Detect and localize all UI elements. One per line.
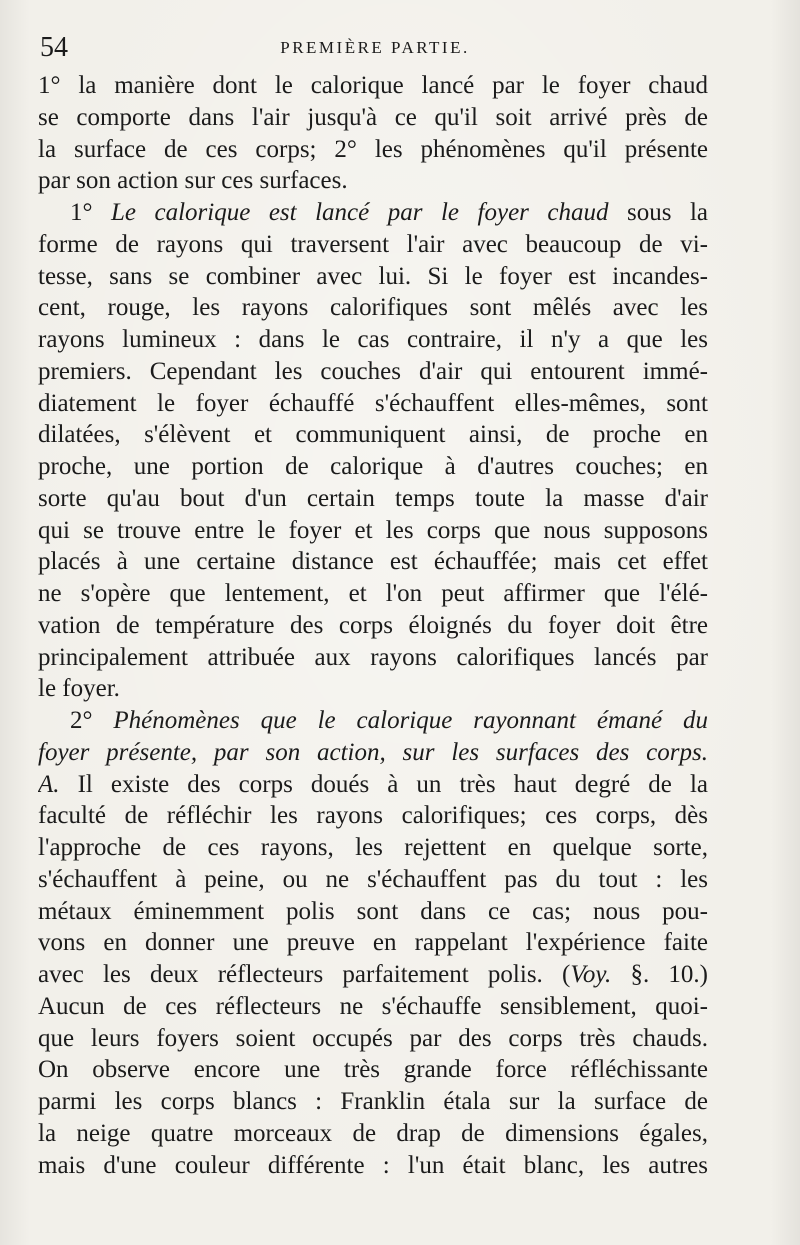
text-line (38, 292, 708, 324)
text-segment: forme de rayons qui traversent l'air avec beaucoup de vi- (38, 230, 708, 258)
text-line (38, 927, 708, 959)
text-line (38, 102, 708, 134)
text-segment: s'échauffent à peine, ou ne s'échauffent pas du tout : les (38, 865, 708, 893)
text-segment: parmi les corps blancs : Franklin étala sur la surface de (38, 1088, 708, 1115)
italic-text: Phénomènes que le calorique rayonnant émané du (113, 707, 708, 734)
text-segment: 2° (70, 707, 114, 734)
text-line (38, 737, 708, 769)
text-segment: §. 10.) (611, 961, 708, 988)
text-segment: rayons lumineux : dans le cas contraire, il n'y a que les (38, 326, 708, 353)
text-segment: cent, rouge, les rayons calorifiques sont mêlés avec les (38, 294, 708, 322)
text-line (38, 134, 708, 166)
text-line (38, 578, 708, 610)
text-segment: qui se trouve entre le foyer et les corps que nous supposons (38, 516, 708, 544)
text-segment: Il existe des corps doués à un très haut degré de la (59, 770, 708, 798)
body-text (38, 70, 708, 1181)
text-segment: faculté de réfléchir les rayons calorifiques; ces corps, dès (38, 802, 708, 830)
text-segment: la surface de ces corps; 2° les phénomènes qu'il présente (38, 135, 708, 163)
text-line (38, 959, 708, 991)
text-line (38, 165, 708, 197)
text-segment: tesse, sans se combiner avec lui. Si le foyer est incandes- (38, 262, 708, 290)
text-segment: la neige quatre morceaux de drap de dimensions égales, (38, 1119, 708, 1147)
text-line (38, 1086, 708, 1118)
text-segment: On observe encore une très grande force réfléchissante (38, 1056, 708, 1084)
text-line (38, 70, 708, 102)
text-line (38, 546, 708, 578)
text-segment: proche, une portion de calorique à d'autres couches; en (38, 453, 708, 480)
text-line (38, 229, 708, 261)
running-head (40, 30, 710, 66)
text-line (38, 419, 708, 451)
text-segment: diatement le foyer échauffé s'échauffent elles-mêmes, sont (38, 389, 708, 417)
text-line (38, 642, 708, 674)
text-line (38, 1054, 708, 1086)
text-segment: sous la (608, 199, 708, 226)
italic-text: A. (38, 770, 60, 798)
text-segment: dilatées, s'élèvent et communiquent ainsi, de proche en (38, 421, 708, 449)
text-segment: vation de température des corps éloignés du foyer doit être (38, 611, 708, 639)
text-line (38, 832, 708, 864)
text-segment: par son action sur ces surfaces. (38, 167, 348, 195)
text-line (38, 451, 708, 483)
text-line (38, 864, 708, 896)
text-line (38, 1150, 708, 1182)
italic-text: Voy. (570, 961, 612, 988)
text-segment: le foyer. (38, 675, 120, 703)
text-segment: 1° la manière dont le calorique lancé par le foyer chaud (38, 72, 708, 99)
text-line (38, 388, 708, 420)
text-segment: métaux éminemment polis sont dans ce cas; nous pou- (38, 897, 708, 925)
text-line (38, 324, 708, 356)
text-segment: se comporte dans l'air jusqu'à ce qu'il soit arrivé près de (38, 103, 708, 131)
running-head-title: PREMIÈRE PARTIE. (280, 38, 470, 57)
text-segment: principalement attribuée aux rayons calorifiques lancés par (38, 643, 708, 671)
text-line (38, 1023, 708, 1055)
text-line (38, 705, 708, 737)
text-segment: mais d'une couleur différente : l'un était blanc, les autres (38, 1151, 708, 1179)
text-line (38, 261, 708, 293)
text-line (38, 896, 708, 928)
text-line (38, 610, 708, 642)
text-line (38, 769, 708, 801)
text-segment: sorte qu'au bout d'un certain temps toute la masse d'air (38, 484, 708, 512)
text-segment: 1° (70, 199, 112, 226)
text-line (38, 515, 708, 547)
text-line (38, 483, 708, 515)
text-segment: Aucun de ces réflecteurs ne s'échauffe sensiblement, quoi- (38, 992, 708, 1020)
page-number: 54 (40, 32, 68, 63)
text-segment: l'approche de ces rayons, les rejettent en quelque sorte, (38, 834, 708, 861)
text-line (38, 991, 708, 1023)
italic-text: Le calorique est lancé par le foyer chaud (111, 199, 609, 226)
text-line (38, 800, 708, 832)
text-segment: premiers. Cependant les couches d'air qui entourent immé- (38, 357, 708, 385)
text-line (38, 1118, 708, 1150)
text-line (38, 673, 708, 705)
text-segment: que leurs foyers soient occupés par des corps très chauds. (38, 1024, 708, 1052)
text-line (38, 356, 708, 388)
italic-text: foyer présente, par son action, sur les surfaces des corps. (38, 738, 708, 766)
text-segment: vons en donner une preuve en rappelant l'expérience faite (38, 929, 708, 957)
text-segment: ne s'opère que lentement, et l'on peut affirmer que l'élé- (38, 580, 708, 607)
text-segment: avec les deux réflecteurs parfaitement polis. ( (38, 961, 571, 988)
text-line (38, 197, 708, 229)
text-segment: placés à une certaine distance est échauffée; mais cet effet (38, 548, 708, 576)
